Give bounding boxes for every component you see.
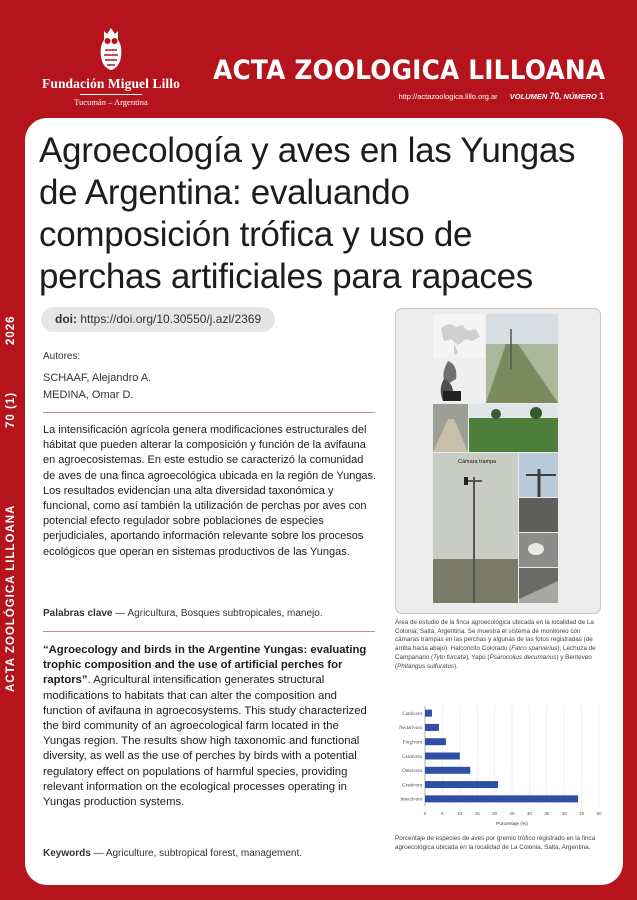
x-tick-label: 50 bbox=[596, 811, 602, 816]
x-tick-label: 5 bbox=[441, 811, 444, 816]
bar bbox=[425, 738, 446, 745]
side-year: 2026 bbox=[5, 315, 17, 345]
bar bbox=[425, 781, 498, 788]
journal-url[interactable]: http://actazoologica.lillo.org.ar bbox=[398, 92, 498, 101]
article-card bbox=[25, 118, 623, 885]
title-en: “Agroecology and birds in the Argentine Yungas: evaluating trophic composition and the use of artificial perches for raptors” bbox=[43, 644, 367, 687]
x-tick-label: 15 bbox=[474, 811, 480, 816]
camera-label: Cámara trampa bbox=[458, 459, 497, 465]
category-label: Omnívoro bbox=[402, 769, 422, 775]
side-journal: ACTA ZOOLÓGICA LILLOANA bbox=[5, 504, 17, 692]
foundation-name: Fundación Miguel Lillo bbox=[42, 76, 180, 91]
bar bbox=[425, 767, 470, 774]
divider bbox=[43, 412, 375, 413]
journal-header bbox=[0, 0, 637, 118]
journal-title: ACTA ZOOLOGICA LILLOANA bbox=[212, 55, 605, 86]
abstract-es: La intensificación agrícola genera modificaciones estructurales del hábitat que pueden alterar la composición y función de la avifauna en agroecosistemas. En este estudio se caracterizó la comunidad de aves de una finca agroecológica ubicada en la región de Yungas. Los resultados evidencian una alta diversidad taxonómica y funcional, como así también la utilización de perchas por aves con potencial efecto regulador sobre poblaciones de especies perjudiciales, aportando información relevante sobre los procesos ecológicos que operan en sistemas productivos de las Yungas. bbox=[43, 424, 377, 558]
side-strip bbox=[0, 300, 25, 700]
abstract-en: “Agroecology and birds in the Argentine Yungas: evaluating trophic composition and the use of artificial perches for raptors”. Agricultural intensification generates structural modifications to habitats that can alter the composition and function of avifauna in agroecosystems. This study characterized the bird community of an agroecological farm located in the Yungas region. The results show high taxonomic and functional diversity, as well as the use of perches by birds with a potential regulatory effect on populations of harmful species, providing relevant information on the ecological processes operating in Yungas production systems. bbox=[43, 644, 367, 809]
trophic-guild-chart bbox=[387, 698, 609, 830]
chart-caption: Porcentaje de especies de aves por gremio trófico registrado en la finca agroecológica ubicada en la localidad de La Colonia, Salta, Argentina. bbox=[395, 835, 596, 851]
x-tick-label: 20 bbox=[492, 811, 498, 816]
category-label: Granívoro bbox=[402, 783, 422, 789]
x-tick-label: 30 bbox=[526, 811, 532, 816]
category-label: Granívoro bbox=[402, 754, 422, 760]
trap-photo-2 bbox=[519, 498, 558, 532]
figure-photos bbox=[395, 308, 601, 614]
doi-badge[interactable]: doi: https://doi.org/10.30550/j.azl/2369 bbox=[41, 307, 275, 332]
author-name: SCHAAF, Alejandro A. bbox=[43, 372, 152, 384]
photo-collage bbox=[396, 309, 602, 615]
side-volume-issue: 70 (1) bbox=[5, 391, 17, 428]
foundation-divider bbox=[80, 94, 142, 95]
article-title: Agroecología y aves en las Yungas de Argentina: evaluando composición trófica y uso de perchas artificiales para rapaces bbox=[39, 131, 576, 296]
x-tick-label: 35 bbox=[544, 811, 550, 816]
keywords-en: Keywords — Agriculture, subtropical forest, management. bbox=[43, 848, 303, 859]
bar bbox=[425, 795, 578, 802]
bar-chart-svg bbox=[387, 698, 609, 830]
divider bbox=[43, 631, 375, 632]
foundation-logo bbox=[36, 26, 186, 107]
category-label: Carnívoro bbox=[402, 711, 422, 717]
bar bbox=[425, 753, 460, 760]
keywords-es: Palabras clave — Agricultura, Bosques subtropicales, manejo. bbox=[43, 608, 323, 619]
category-label: Insectívoro bbox=[400, 797, 422, 803]
author-name: MEDINA, Omar D. bbox=[43, 389, 134, 401]
bar bbox=[425, 710, 432, 717]
x-tick-label: 45 bbox=[579, 811, 585, 816]
bar bbox=[425, 724, 439, 731]
x-tick-label: 10 bbox=[457, 811, 463, 816]
journal-meta bbox=[398, 91, 604, 101]
x-axis-label: Porcentaje (%) bbox=[496, 822, 528, 827]
volume-info: VOLUMEN 70, NÚMERO 1 bbox=[509, 91, 604, 101]
figure1-caption: Área de estudio de la finca agroecológica ubicada en la localidad de La Colonia, Salta, Argentina. Se muestra el sistema de monitoreo con cámaras trampas en las perchas y algunas de las fotos registradas (de arriba hacia abajo): Halconcito Colorado (Falco sparverius), Lechuza de Campanario (Tyto furcata), Yapú (Psarocolius decumanus) y Benteveo (Phitangus sulfuratus). bbox=[395, 619, 596, 670]
x-tick-label: 40 bbox=[561, 811, 567, 816]
category-label: Nectarívoro bbox=[399, 726, 422, 732]
category-label: Frugívoro bbox=[402, 740, 422, 746]
owl-logo-icon bbox=[98, 26, 124, 72]
x-tick-label: 25 bbox=[509, 811, 515, 816]
doi-link[interactable]: https://doi.org/10.30550/j.azl/2369 bbox=[80, 312, 262, 326]
authors-label: Autores: bbox=[43, 351, 81, 362]
x-tick-label: 0 bbox=[423, 811, 427, 816]
foundation-location: Tucumán – Argentina bbox=[74, 97, 148, 107]
